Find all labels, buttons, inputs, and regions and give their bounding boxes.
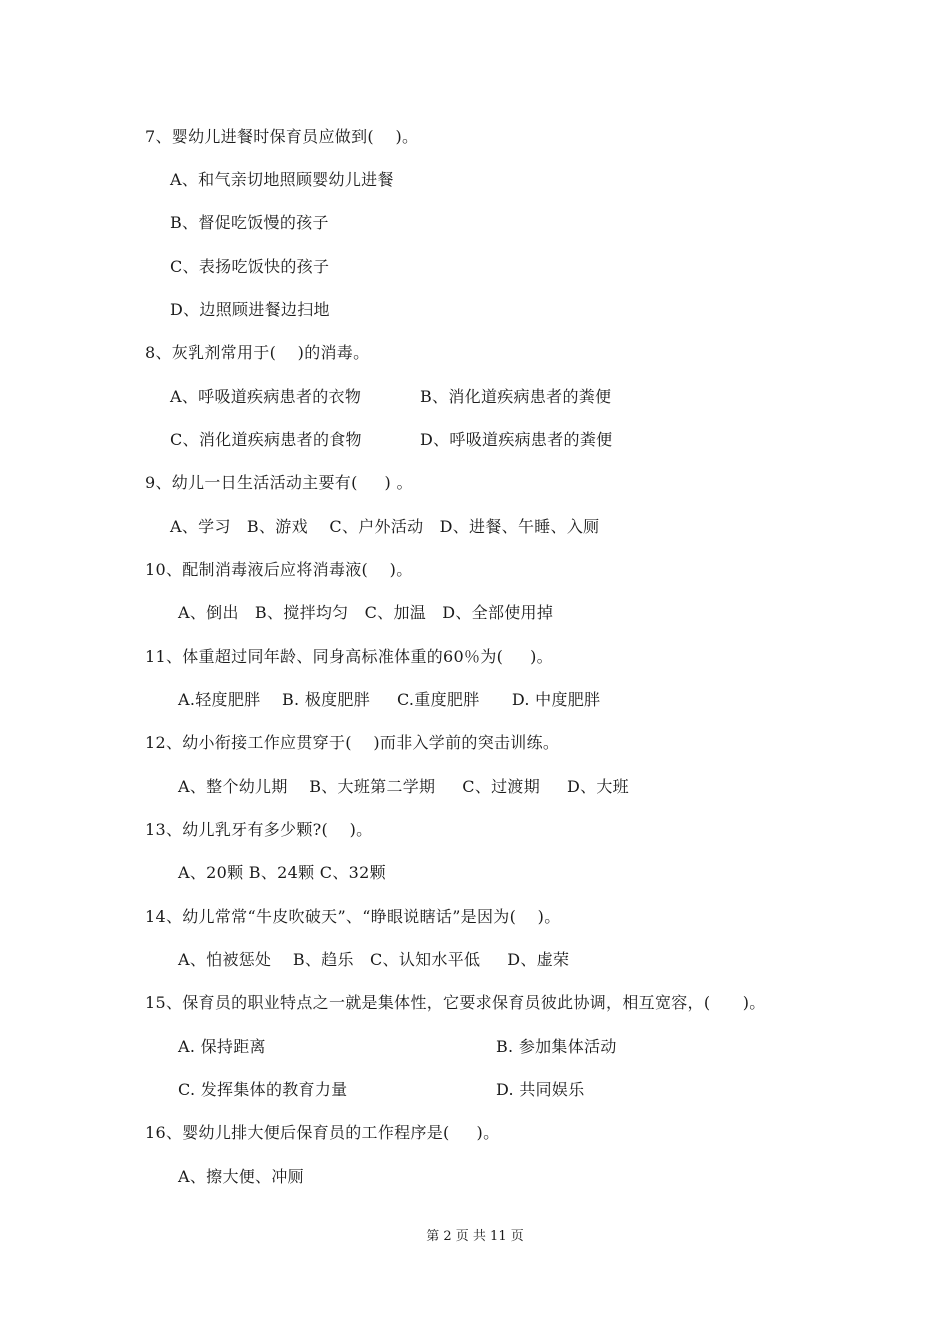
question-15-option-d: D. 共同娱乐 bbox=[496, 1080, 585, 1099]
question-8-stem: 8、灰乳剂常用于( )的消毒。 bbox=[145, 343, 370, 362]
question-7-stem: 7、婴幼儿进餐时保育员应做到( )。 bbox=[145, 127, 419, 146]
question-12-stem: 12、幼小衔接工作应贯穿于( )而非入学前的突击训练。 bbox=[145, 733, 560, 752]
question-8-option-d: D、呼吸道疾病患者的粪便 bbox=[420, 430, 613, 449]
question-15-option-a: A. 保持距离 bbox=[178, 1037, 266, 1056]
question-11-options: A.轻度肥胖 B. 极度肥胖 C.重度肥胖 D. 中度肥胖 bbox=[178, 690, 601, 709]
question-16-option-a: A、擦大便、冲厕 bbox=[178, 1167, 304, 1186]
question-9-stem: 9、幼儿一日生活活动主要有( ) 。 bbox=[145, 473, 413, 492]
question-15-option-c: C. 发挥集体的教育力量 bbox=[178, 1080, 348, 1099]
question-8-option-c: C、消化道疾病患者的食物 bbox=[170, 430, 362, 449]
question-7-option-c: C、表扬吃饭快的孩子 bbox=[170, 257, 330, 276]
question-9-options: A、学习 B、游戏 C、户外活动 D、进餐、午睡、入厕 bbox=[170, 517, 600, 536]
page-number-footer: 第 2 页 共 11 页 bbox=[426, 1229, 524, 1244]
question-10-options: A、倒出 B、搅拌均匀 C、加温 D、全部使用掉 bbox=[178, 603, 554, 622]
question-14-options: A、怕被惩处 B、趋乐 C、认知水平低 D、虚荣 bbox=[178, 950, 570, 969]
question-10-stem: 10、配制消毒液后应将消毒液( )。 bbox=[145, 560, 413, 579]
question-15-stem: 15、保育员的职业特点之一就是集体性，它要求保育员彼此协调，相互宽容，( )。 bbox=[145, 993, 766, 1012]
question-7-option-b: B、督促吃饭慢的孩子 bbox=[170, 213, 329, 232]
question-16-stem: 16、婴幼儿排大便后保育员的工作程序是( )。 bbox=[145, 1123, 500, 1142]
question-14-stem: 14、幼儿常常“牛皮吹破天”、“睁眼说瞎话”是因为( )。 bbox=[145, 907, 561, 926]
question-7-option-d: D、边照顾进餐边扫地 bbox=[170, 300, 330, 319]
question-15-option-b: B. 参加集体活动 bbox=[496, 1037, 617, 1056]
question-7-option-a: A、和气亲切地照顾婴幼儿进餐 bbox=[170, 170, 394, 189]
question-11-stem: 11、体重超过同年龄、同身高标准体重的60％为( )。 bbox=[145, 647, 553, 666]
question-8-option-b: B、消化道疾病患者的粪便 bbox=[420, 387, 612, 406]
question-12-options: A、整个幼儿期 B、大班第二学期 C、过渡期 D、大班 bbox=[178, 777, 629, 796]
question-8-option-a: A、呼吸道疾病患者的衣物 bbox=[170, 387, 362, 406]
question-13-options: A、20颗 B、24颗 C、32颗 bbox=[178, 863, 386, 882]
question-13-stem: 13、幼儿乳牙有多少颗?( )。 bbox=[145, 820, 373, 839]
